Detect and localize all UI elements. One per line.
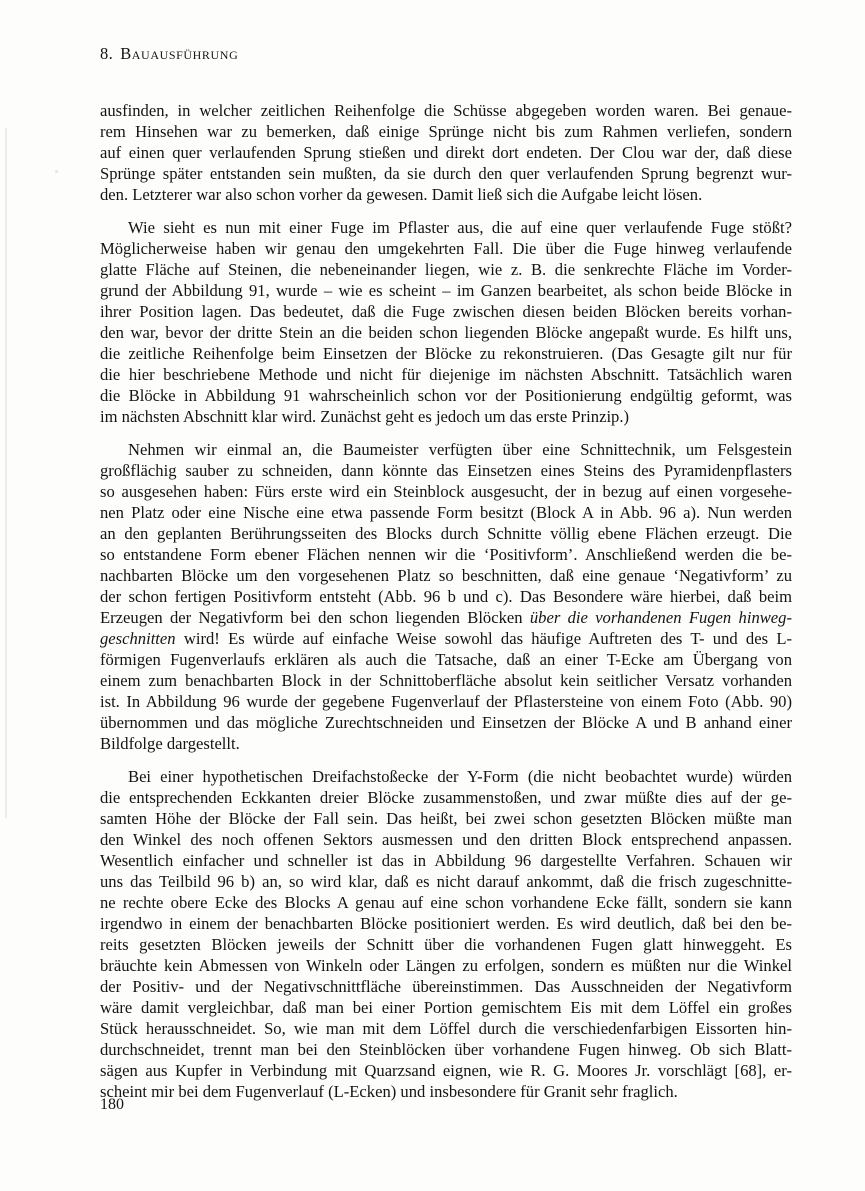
text-line: nachbarten Blöcke um den vorgesehenen Platz so beschnitten, daß eine genaue ‘Negativform’ zu bbox=[100, 566, 792, 585]
paragraph-4 bbox=[100, 766, 792, 1102]
text-line: im nächsten Abschnitt klar wird. Zunächst geht es jedoch um das erste Prinzip.) bbox=[100, 407, 630, 426]
text-line: die entsprechenden Eckkanten dreier Blöcke zusammenstoßen, und zwar müßte dies auf der ge- bbox=[100, 788, 792, 807]
text-line: den war, bevor der dritte Stein an die beiden schon liegenden Blöcke angepaßt wurde. Es hilft uns, bbox=[100, 323, 792, 342]
text-line: so ausgesehen haben: Fürs erste wird ein Steinblock ausgesucht, der in bezug auf einen vorgesehe- bbox=[100, 482, 792, 501]
text-line: Wesentlich einfacher und schneller ist das in Abbildung 96 dargestellte Verfahren. Schauen wir bbox=[100, 851, 792, 870]
text-line: durchschneidet, trennt man bei den Steinblöcken über vorhandene Fugen hinweg. Ob sich Blatt- bbox=[100, 1040, 792, 1059]
text-line: Stück herausschneidet. So, wie man mit dem Löffel durch die verschiedenfarbigen Eissorten hin- bbox=[100, 1019, 792, 1038]
text-line: großflächig sauber zu schneiden, dann könnte das Einsetzen eines Steins des Pyramidenpflasters bbox=[100, 461, 792, 480]
text-line: Erzeugen der Negativform bei den schon liegenden Blöcken über die vorhandenen Fugen hinweg- bbox=[100, 608, 792, 627]
page-number: 180 bbox=[100, 1096, 124, 1113]
text-line: samten Höhe der Blöcke der Fall sein. Das heißt, bei zwei schon gesetzten Blöcken müßte man bbox=[100, 809, 792, 828]
paragraph-3 bbox=[100, 439, 792, 754]
text-line: nen Platz oder eine Nische eine etwa passende Form besitzt (Block A in Abb. 96 a). Nun werden bbox=[100, 503, 792, 522]
text-line: wäre damit vergleichbar, daß man bei einer Portion gemischtem Eis mit dem Löffel ein großes bbox=[100, 998, 792, 1017]
text-line: einem zum benachbarten Block in der Schnittoberfläche absolut kein seitlicher Versatz vorhanden bbox=[100, 671, 792, 690]
text-line: die zeitliche Reihenfolge beim Einsetzen der Blöcke zu rekonstruieren. (Das Gesagte gilt nur für bbox=[100, 344, 792, 363]
text-line: ihrer Position lagen. Das bedeutet, daß die Fuge zwischen diesen beiden Blöcken bereits vorhan- bbox=[100, 302, 792, 321]
text-line: Sprünge später entstanden sein mußten, da sie durch den quer verlaufenden Sprung begrenzt wur- bbox=[100, 164, 792, 183]
scan-speck bbox=[55, 170, 58, 173]
text-line: ist. In Abbildung 96 wurde der gegebene Fugenverlauf der Pflastersteine von einem Foto (Abb. 90) bbox=[100, 692, 792, 711]
section-title: Bauausführung bbox=[120, 44, 239, 63]
text-line: übernommen und das mögliche Zurechtschneiden und Einsetzen der Blöcke A und B anhand einer bbox=[100, 713, 792, 732]
text-line: förmigen Fugenverlaufs erklären als auch die Tatsache, daß an einer T-Ecke am Übergang von bbox=[100, 650, 792, 669]
text-line: der Positiv- und der Negativschnittfläche übereinstimmen. Das Ausschneiden der Negativform bbox=[100, 977, 792, 996]
text-line: uns das Teilbild 96 b) an, so wird klar, daß es nicht darauf ankommt, daß die frisch zugeschnitte- bbox=[100, 872, 792, 891]
text-line: geschnitten wird! Es würde auf einfache Weise sowohl das häufige Auftreten des T- und des L- bbox=[100, 629, 792, 648]
paragraph-2 bbox=[100, 217, 792, 427]
scan-streak bbox=[5, 128, 7, 818]
text-line: sägen aus Kupfer in Verbindung mit Quarzsand eignen, wie R. G. Moores Jr. vorschlägt [68], er- bbox=[100, 1061, 792, 1080]
text-block bbox=[100, 100, 792, 1114]
paragraph-1 bbox=[100, 100, 792, 205]
text-line: an den geplanten Berührungsseiten des Blocks durch Schnitte völlig ebene Flächen erzeugt. Die bbox=[100, 524, 792, 543]
text-line: Möglicherweise haben wir genau den umgekehrten Fall. Die über die Fuge hinweg verlaufende bbox=[100, 239, 792, 258]
running-head bbox=[100, 44, 238, 64]
text-line: Bildfolge dargestellt. bbox=[100, 734, 240, 753]
text-line: reits gesetzten Blöcken jeweils der Schnitt über die vorhandenen Fugen glatt hinweggeht. Es bbox=[100, 935, 792, 954]
text-line: den. Letzterer war also schon vorher da gewesen. Damit ließ sich die Aufgabe leicht lösen. bbox=[100, 185, 703, 204]
text-line: so entstandene Form ebener Flächen nennen wir die ‘Positivform’. Anschließend werden die be- bbox=[100, 545, 792, 564]
text-line: ausfinden, in welcher zeitlichen Reihenfolge die Schüsse abgegeben worden waren. Bei genaue- bbox=[100, 101, 792, 120]
text-line: irgendwo in einem der benachbarten Blöcke positioniert werden. Es wird deutlich, daß bei den be- bbox=[100, 914, 792, 933]
text-line: Bei einer hypothetischen Dreifachstoßecke der Y-Form (die nicht beobachtet wurde) würden bbox=[128, 767, 792, 786]
text-line: den Winkel des noch offenen Sektors ausmessen und den dritten Block entsprechend anpassen. bbox=[100, 830, 792, 849]
text-line: die hier beschriebene Methode und nicht für diejenige im nächsten Abschnitt. Tatsächlich waren bbox=[100, 365, 792, 384]
text-line: bräuchte kein Abmessen von Winkeln oder Längen zu erfolgen, sondern es müßten nur die Winkel bbox=[100, 956, 792, 975]
text-line: der schon fertigen Positivform entsteht (Abb. 96 b und c). Das Besondere wäre hierbei, daß beim bbox=[100, 587, 792, 606]
text-line: auf einen quer verlaufenden Sprung stießen und direkt dort endeten. Der Clou war der, daß diese bbox=[100, 143, 792, 162]
section-number: 8. bbox=[100, 44, 114, 63]
text-line: grund der Abbildung 91, wurde – wie es scheint – im Ganzen bearbeitet, als schon beide Blöcke in bbox=[100, 281, 792, 300]
text-line: scheint mir bei dem Fugenverlauf (L-Ecken) und insbesondere für Granit sehr fraglich. bbox=[100, 1082, 678, 1101]
text-line: glatte Fläche auf Steinen, die nebeneinander liegen, wie z. B. die senkrechte Fläche im Vorder- bbox=[100, 260, 792, 279]
text-line: Wie sieht es nun mit einer Fuge im Pflaster aus, die auf eine quer verlaufende Fuge stößt? bbox=[128, 218, 792, 237]
text-line: ne rechte obere Ecke des Blocks A genau auf eine schon vorhandene Ecke fällt, sondern sie kann bbox=[100, 893, 792, 912]
text-line: die Blöcke in Abbildung 91 wahrscheinlich schon vor der Positionierung endgültig geformt, was bbox=[100, 386, 792, 405]
text-line: Nehmen wir einmal an, die Baumeister verfügten über eine Schnittechnik, um Felsgestein bbox=[128, 440, 792, 459]
text-line: rem Hinsehen war zu bemerken, daß einige Sprünge nicht bis zum Rahmen verliefen, sondern bbox=[100, 122, 792, 141]
